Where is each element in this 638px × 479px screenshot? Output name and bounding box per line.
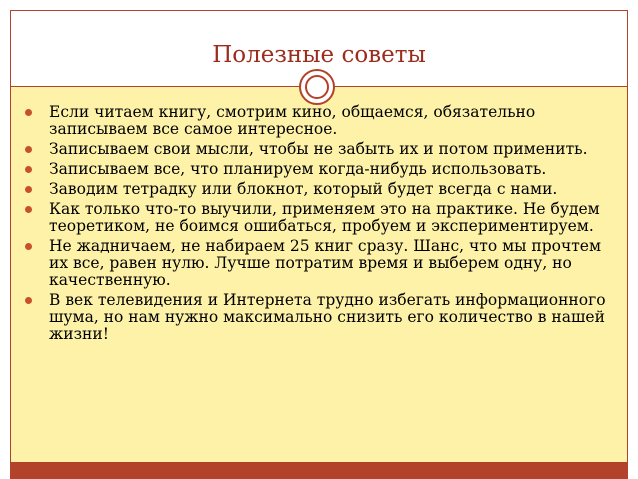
circle-ornament-inner bbox=[305, 75, 329, 99]
bullet-item bbox=[24, 104, 614, 138]
bullet-icon bbox=[25, 243, 32, 250]
footer-bar bbox=[10, 462, 628, 479]
slide-title: Полезные советы bbox=[212, 42, 426, 68]
bullet-text: В век телевидения и Интернета трудно избегать информационного шума, но нам нужно максимально снизить его количество в нашей жизни! bbox=[49, 291, 606, 343]
bullet-text: Заводим тетрадку или блокнот, который будет всегда с нами. bbox=[49, 180, 558, 198]
bullet-text: Записываем все, что планируем когда-нибудь использовать. bbox=[49, 160, 547, 178]
bullet-text: Записываем свои мысли, чтобы не забыть их и потом применить. bbox=[49, 140, 588, 158]
bullet-icon bbox=[25, 206, 32, 213]
bullet-text: Как только что-то выучили, применяем это на практике. Не будем теоретиком, не боимся ошибаться, пробуем и экспериментируем. bbox=[49, 200, 600, 235]
bullet-icon bbox=[25, 186, 32, 193]
bullet-icon bbox=[25, 297, 32, 304]
bullet-icon bbox=[25, 109, 32, 116]
bullet-text: Не жадничаем, не набираем 25 книг сразу. Шанс, что мы прочтем их все, равен нулю. Лучше потратим время и выберем одну, но качественную. bbox=[49, 237, 602, 289]
bullet-list bbox=[24, 104, 614, 346]
bullet-text: Если читаем книгу, смотрим кино, общаемся, обязательно записываем все самое интересное. bbox=[49, 103, 536, 138]
bullet-icon bbox=[25, 166, 32, 173]
bullet-item bbox=[24, 201, 614, 235]
bullet-icon bbox=[25, 146, 32, 153]
bullet-item bbox=[24, 181, 614, 198]
bullet-item bbox=[24, 292, 614, 343]
bullet-item bbox=[24, 238, 614, 289]
bullet-item bbox=[24, 141, 614, 158]
circle-ornament-icon bbox=[299, 69, 335, 105]
bullet-item bbox=[24, 161, 614, 178]
